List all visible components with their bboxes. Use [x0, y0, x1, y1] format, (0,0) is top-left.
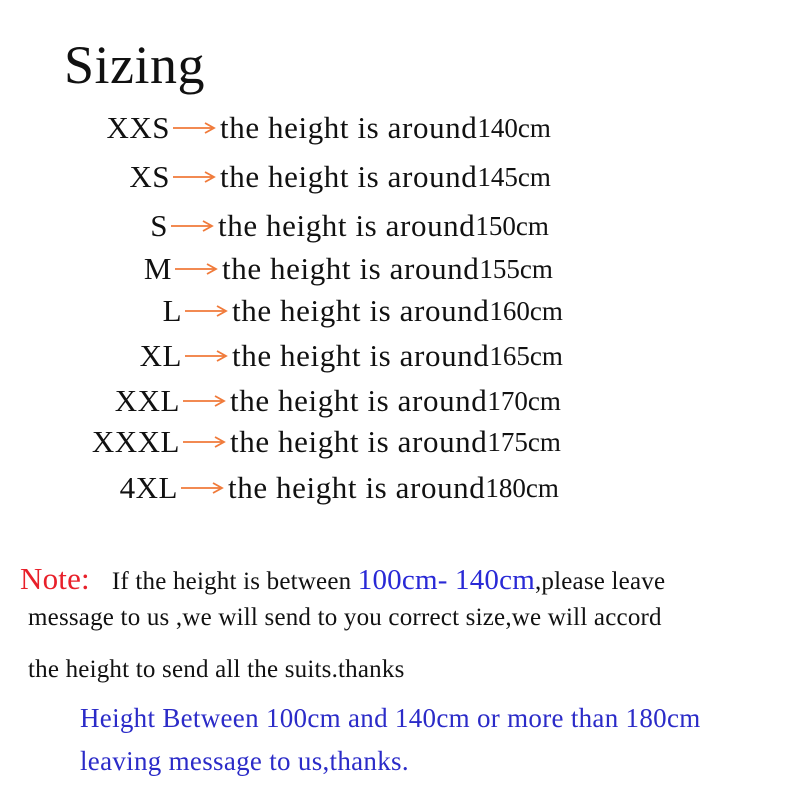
- size-height-value: 155cm: [479, 253, 553, 284]
- size-label: S: [150, 208, 168, 243]
- size-row-xxs: [88, 108, 551, 148]
- size-description: the height is around: [230, 424, 488, 459]
- arrow-right-icon: [182, 394, 226, 408]
- size-row-l: [88, 291, 563, 331]
- size-description: the height is around: [230, 383, 488, 418]
- note-text-start: If the height is between: [111, 568, 352, 595]
- arrow-right-icon: [184, 349, 228, 363]
- arrow-right-icon: [184, 304, 228, 318]
- blue-note-line-2: leaving message to us,thanks.: [80, 746, 409, 776]
- size-description: the height is around: [218, 208, 476, 243]
- size-row-xxl: [88, 381, 561, 421]
- size-label: XXL: [114, 383, 180, 418]
- size-row-4xl: [88, 468, 559, 508]
- size-height-value: 175cm: [487, 426, 561, 457]
- size-row-xl: [88, 336, 563, 376]
- size-description: the height is around: [222, 251, 480, 286]
- page-title: Sizing: [64, 35, 206, 95]
- size-label: XXS: [106, 110, 170, 145]
- note-text-end: ,please leave: [534, 568, 666, 595]
- size-label: XS: [129, 159, 170, 194]
- note-line-2: message to us ,we will send to you correct size,we will accord: [28, 604, 662, 631]
- size-height-value: 140cm: [477, 112, 551, 143]
- size-description: the height is around: [232, 338, 490, 373]
- size-row-xs: [88, 157, 551, 197]
- size-label: M: [143, 251, 172, 286]
- arrow-right-icon: [180, 481, 224, 495]
- arrow-right-icon: [174, 262, 218, 276]
- size-height-value: 150cm: [475, 210, 549, 241]
- size-row-s: [88, 206, 549, 246]
- size-description: the height is around: [232, 293, 490, 328]
- arrow-right-icon: [172, 121, 216, 135]
- note-line-1: [20, 561, 665, 597]
- size-height-value: 160cm: [489, 295, 563, 326]
- size-height-value: 170cm: [487, 385, 561, 416]
- note-height-range: 100cm- 140cm: [357, 564, 535, 596]
- arrow-right-icon: [182, 435, 226, 449]
- size-description: the height is around: [220, 159, 478, 194]
- size-height-value: 180cm: [485, 472, 559, 503]
- arrow-right-icon: [172, 170, 216, 184]
- size-row-xxxl: [88, 422, 561, 462]
- size-height-value: 165cm: [489, 340, 563, 371]
- size-height-value: 145cm: [477, 161, 551, 192]
- note-label: Note:: [20, 561, 90, 596]
- size-label: XXXL: [91, 424, 180, 459]
- size-row-m: [88, 249, 553, 289]
- size-description: the height is around: [228, 470, 486, 505]
- blue-note-line-1: Height Between 100cm and 140cm or more than 180cm: [80, 703, 701, 733]
- arrow-right-icon: [170, 219, 214, 233]
- size-label: XL: [139, 338, 182, 373]
- size-label: 4XL: [119, 470, 178, 505]
- note-line-3: the height to send all the suits.thanks: [28, 656, 405, 683]
- size-description: the height is around: [220, 110, 478, 145]
- size-label: L: [162, 293, 182, 328]
